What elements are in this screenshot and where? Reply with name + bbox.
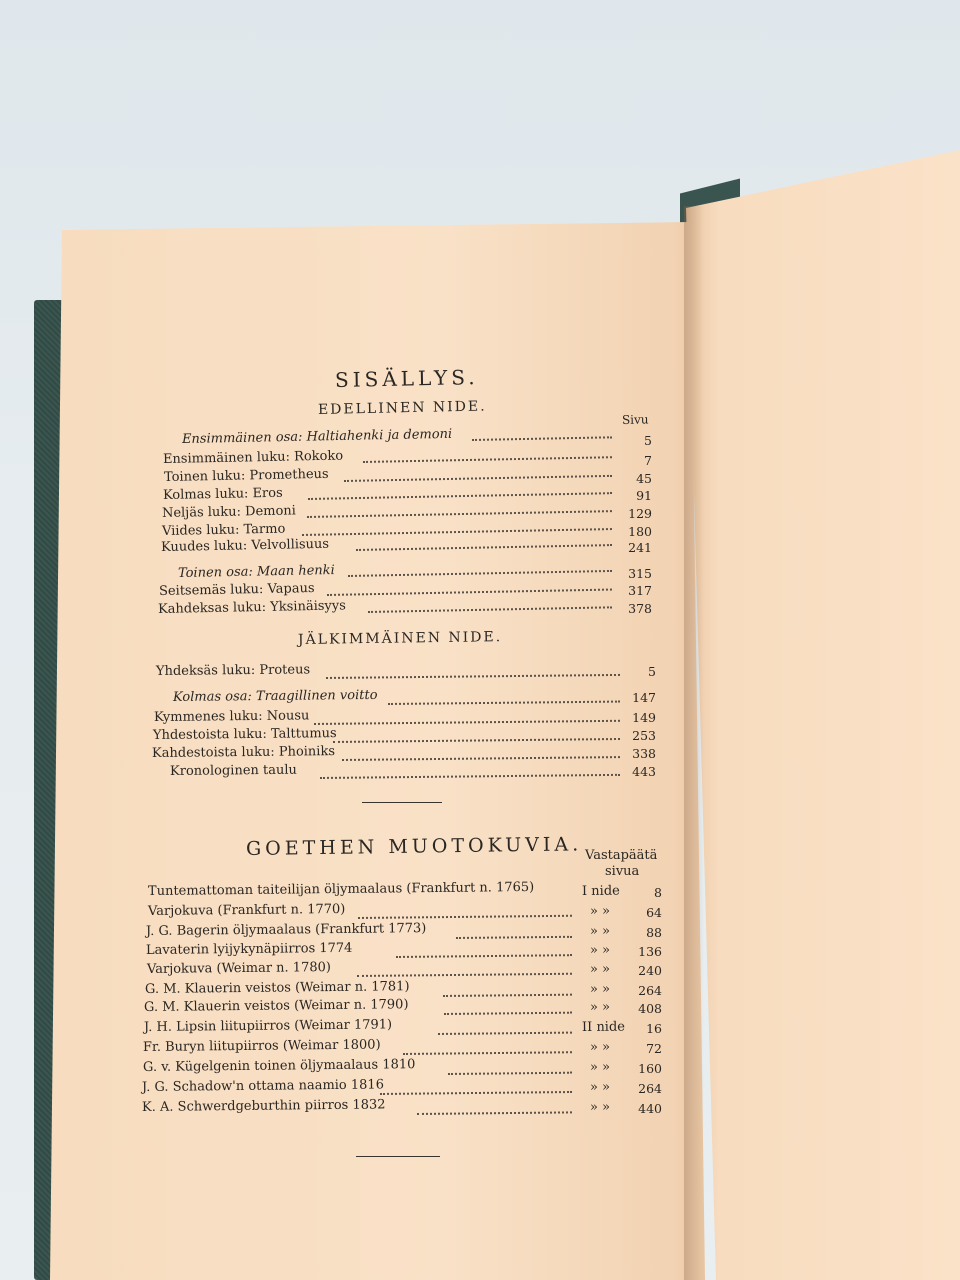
toc-entry-label: Kymmenes luku: Nousu bbox=[153, 708, 310, 725]
leader-dots bbox=[456, 934, 572, 939]
leader-dots bbox=[403, 1049, 572, 1055]
leader-dots bbox=[448, 1070, 572, 1075]
toc-entry-page: 7 bbox=[644, 452, 652, 468]
leader-dots bbox=[380, 1089, 572, 1095]
toc-entry-label: Toinen osa: Maan henki bbox=[177, 562, 335, 581]
portrait-entry-volume: I nide bbox=[581, 883, 620, 899]
leader-dots bbox=[327, 586, 612, 595]
toc-entry-page: 149 bbox=[632, 710, 656, 725]
portrait-entry-volume: » » bbox=[589, 942, 611, 958]
portrait-entry-label: Fr. Buryn liitupiirros (Weimar 1800) bbox=[142, 1037, 381, 1055]
toc-entry-label: Neljäs luku: Demoni bbox=[161, 503, 297, 521]
portrait-entry-page: 8 bbox=[654, 885, 662, 900]
portrait-entry-volume: II nide bbox=[581, 1019, 626, 1035]
portrait-entry-label: Tuntemattoman taiteilijan öljymaalaus (Frankfurt n. 1765) bbox=[147, 879, 535, 899]
leader-dots bbox=[363, 454, 612, 463]
toc-entry-page: 180 bbox=[628, 524, 652, 539]
leader-dots bbox=[308, 490, 612, 500]
toc-entry-label: Toinen luku: Prometheus bbox=[163, 466, 329, 485]
leader-dots bbox=[438, 1030, 572, 1035]
toc-entry-label: Kuudes luku: Velvollisuus bbox=[160, 536, 330, 555]
leader-dots bbox=[417, 1109, 572, 1115]
toc-entry-page: 315 bbox=[628, 565, 652, 581]
page-column-header: Sivu bbox=[621, 412, 649, 427]
portrait-entry-page: 136 bbox=[638, 944, 662, 959]
leader-dots bbox=[358, 913, 572, 919]
leader-dots bbox=[388, 699, 620, 705]
portrait-entry-page: 440 bbox=[638, 1101, 662, 1116]
toc-entry-page: 45 bbox=[636, 470, 652, 486]
portrait-entry-label: Varjokuva (Frankfurt n. 1770) bbox=[147, 901, 346, 919]
leader-dots bbox=[357, 971, 572, 977]
toc-entry-page: 5 bbox=[648, 664, 656, 679]
toc-entry-label: Yhdestoista luku: Talttumus bbox=[152, 726, 337, 743]
leader-dots bbox=[368, 604, 612, 613]
toc-entry-label: Kolmas osa: Traagillinen voitto bbox=[172, 687, 378, 705]
portrait-entry-volume: » » bbox=[589, 1039, 611, 1055]
toc-entry-label: Seitsemäs luku: Vapaus bbox=[158, 581, 315, 599]
leader-dots bbox=[396, 952, 572, 958]
vol1-heading: EDELLINEN NIDE. bbox=[317, 398, 487, 418]
portrait-entry-label: Lavaterin lyijykynäpiirros 1774 bbox=[145, 940, 353, 958]
portrait-entry-volume: » » bbox=[589, 999, 611, 1015]
portrait-entry-volume: » » bbox=[589, 903, 611, 919]
leader-dots bbox=[333, 736, 620, 743]
portrait-entry-label: G. v. Kügelgenin toinen öljymaalaus 1810 bbox=[142, 1057, 416, 1075]
toc-title: SISÄLLYS. bbox=[334, 364, 479, 392]
leader-dots bbox=[356, 542, 612, 551]
toc-entry-page: 443 bbox=[632, 764, 656, 779]
portrait-entry-page: 16 bbox=[646, 1021, 662, 1036]
toc-entry-page: 129 bbox=[628, 506, 652, 522]
divider-2 bbox=[356, 1156, 440, 1157]
toc-entry-page: 5 bbox=[644, 433, 652, 448]
toc-entry-page: 91 bbox=[636, 488, 652, 504]
portrait-entry-page: 160 bbox=[638, 1061, 662, 1076]
leader-dots bbox=[307, 508, 612, 518]
toc-entry-label: Yhdeksäs luku: Proteus bbox=[155, 662, 311, 679]
portrait-entry-page: 88 bbox=[646, 925, 662, 940]
divider-1 bbox=[362, 802, 442, 803]
toc-entry-label: Kronologinen taulu bbox=[169, 762, 297, 779]
leader-dots bbox=[314, 718, 620, 725]
toc-entry-label: Kahdestoista luku: Phoiniks bbox=[151, 744, 336, 761]
leader-dots bbox=[348, 568, 612, 577]
portrait-entry-page: 72 bbox=[646, 1041, 662, 1056]
portrait-entry-volume: » » bbox=[589, 1099, 611, 1115]
leader-dots bbox=[326, 672, 620, 679]
leader-dots bbox=[472, 434, 612, 441]
portrait-entry-volume: » » bbox=[589, 1079, 611, 1095]
portrait-entry-volume: » » bbox=[589, 961, 611, 977]
portraits-col-header-1: Vastapäätä bbox=[585, 848, 658, 863]
leader-dots bbox=[344, 472, 612, 481]
portrait-entry-page: 408 bbox=[638, 1001, 662, 1016]
toc-entry-label: Ensimmäinen luku: Rokoko bbox=[162, 448, 344, 467]
toc-entry-page: 147 bbox=[632, 690, 656, 705]
portrait-entry-label: J. G. Bagerin öljymaalaus (Frankfurt 1773) bbox=[145, 921, 427, 939]
portrait-entry-volume: » » bbox=[589, 981, 611, 997]
leader-dots bbox=[302, 526, 612, 536]
portrait-entry-label: G. M. Klauerin veistos (Weimar n. 1781) bbox=[144, 979, 410, 997]
toc-entry-page: 241 bbox=[628, 539, 652, 555]
portrait-entry-label: G. M. Klauerin veistos (Weimar n. 1790) bbox=[143, 997, 409, 1015]
toc-entry-page: 378 bbox=[628, 601, 652, 617]
portrait-entry-page: 264 bbox=[638, 1081, 662, 1096]
portrait-entry-volume: » » bbox=[589, 1059, 611, 1075]
portrait-entry-page: 240 bbox=[638, 963, 662, 978]
portraits-col-header-2: sivua bbox=[605, 864, 640, 879]
toc-entry-label: Viides luku: Tarmo bbox=[161, 521, 286, 539]
toc-entry-label: Kahdeksas luku: Yksinäisyys bbox=[157, 598, 346, 617]
portrait-entry-label: K. A. Schwerdgeburthin piirros 1832 bbox=[141, 1097, 386, 1115]
portrait-entry-label: J. G. Schadow'n ottama naamio 1816 bbox=[141, 1077, 385, 1095]
leader-dots bbox=[443, 992, 572, 997]
leader-dots bbox=[342, 754, 620, 761]
portrait-entry-page: 64 bbox=[646, 905, 662, 920]
toc-entry-label: Ensimmäinen osa: Haltiahenki ja demoni bbox=[181, 426, 453, 447]
portraits-title: GOETHEN MUOTOKUVIA. bbox=[245, 833, 583, 860]
vol2-heading: JÄLKIMMÄINEN NIDE. bbox=[297, 629, 503, 648]
portrait-entry-volume: » » bbox=[589, 923, 611, 939]
toc-entry-page: 317 bbox=[628, 583, 652, 599]
portrait-entry-page: 264 bbox=[638, 983, 662, 998]
portrait-entry-label: J. H. Lipsin liitupiirros (Weimar 1791) bbox=[143, 1017, 393, 1035]
toc-entry-label: Kolmas luku: Eros bbox=[162, 485, 283, 503]
leader-dots bbox=[320, 772, 620, 779]
toc-entry-page: 338 bbox=[632, 746, 656, 761]
portrait-entry-label: Varjokuva (Weimar n. 1780) bbox=[146, 960, 332, 977]
leader-dots bbox=[444, 1010, 572, 1015]
toc-entry-page: 253 bbox=[632, 728, 656, 743]
